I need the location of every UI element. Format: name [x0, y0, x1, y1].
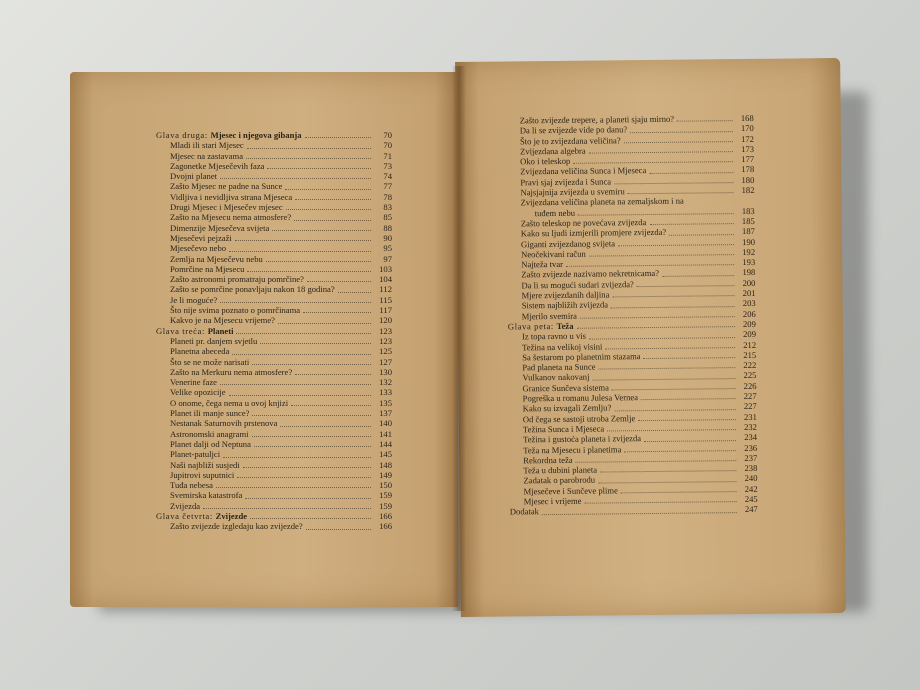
- toc-entry-label: Mjesec i vrijeme: [523, 495, 582, 507]
- toc-page-number: 83: [383, 202, 392, 213]
- toc-page-number: 78: [383, 191, 392, 202]
- chapter-prefix: Glava druga:: [156, 130, 208, 140]
- toc-entry-label: Pogreška u romanu Julesa Vernea: [522, 392, 639, 404]
- toc-page-number: 206: [742, 308, 756, 319]
- toc-page-number: 238: [744, 462, 758, 474]
- toc-entry: [156, 254, 392, 264]
- toc-entry-label: Venerine faze: [170, 377, 217, 388]
- toc-entry-label: Što je to zvijezdana veličina?: [519, 134, 621, 146]
- toc-entry-label: Planeti pr. danjem svjetlu: [170, 335, 258, 346]
- toc-entry-label: Mjesečevi pejzaži: [170, 232, 232, 243]
- toc-page-number: 85: [383, 212, 392, 223]
- toc-page-number: 227: [743, 401, 757, 412]
- toc-page-number: 159: [379, 490, 392, 501]
- dot-leader: [338, 291, 371, 293]
- dot-leader: [280, 425, 371, 427]
- toc-entry-label: Najsjajnija zvijezda u svemiru: [520, 186, 625, 198]
- toc-entry-label: [508, 321, 574, 332]
- dot-leader: [573, 161, 733, 165]
- toc-entry-label: Naši najbliži susjedi: [170, 459, 240, 470]
- toc-entry: [156, 377, 392, 387]
- toc-page-number: 225: [743, 370, 757, 381]
- dot-leader: [223, 456, 371, 458]
- toc-page-number: 190: [742, 236, 756, 247]
- dot-leader: [638, 418, 736, 421]
- toc-page-number: 148: [379, 459, 392, 470]
- dot-leader: [252, 414, 371, 416]
- chapter-prefix: Glava peta:: [507, 320, 554, 332]
- dot-leader: [236, 332, 371, 334]
- toc-page-number: 201: [742, 287, 756, 299]
- toc-page-number: 166: [379, 510, 392, 521]
- dot-leader: [649, 222, 734, 225]
- toc-entry: [156, 305, 392, 315]
- toc-page-number: 200: [742, 277, 756, 288]
- dot-leader: [641, 397, 736, 400]
- toc-page-number: 130: [379, 366, 392, 377]
- toc-page-number: 245: [744, 493, 758, 505]
- dot-leader: [285, 188, 371, 190]
- dot-leader: [232, 353, 371, 355]
- toc-entry: [156, 449, 392, 459]
- toc-page-number: 70: [383, 140, 392, 151]
- toc-entry-label: Zašto zvijezde izgledaju kao zvijezde?: [170, 521, 303, 532]
- toc-page-number: 180: [741, 174, 755, 185]
- toc-entry-label: Giganti zvijezdanog svijeta: [520, 237, 616, 249]
- chapter-title: Zvijezde: [215, 510, 248, 521]
- dot-leader: [229, 250, 371, 252]
- dot-leader: [669, 233, 734, 236]
- dot-leader: [580, 315, 735, 319]
- chapter-prefix: Glava treća:: [156, 325, 205, 336]
- dot-leader: [246, 157, 371, 159]
- toc-page-number: 168: [740, 112, 754, 124]
- dot-leader: [624, 449, 736, 452]
- toc-page-number: 70: [383, 130, 392, 140]
- toc-entry-label: Od čega se sastoji utroba Zemlje: [522, 412, 636, 424]
- dot-leader: [605, 346, 735, 349]
- toc-entry: [156, 501, 392, 511]
- dot-leader: [576, 459, 737, 463]
- toc-page-number: 178: [741, 164, 755, 175]
- dot-leader: [254, 445, 371, 447]
- dot-leader: [576, 325, 734, 329]
- dot-leader: [628, 191, 734, 194]
- chapter-title: Mjesec i njegova gibanja: [210, 130, 302, 140]
- toc-chapter-heading: [156, 326, 392, 336]
- toc-right: [506, 113, 758, 517]
- toc-entry-label: Vidljiva i nevidljiva strana Mjeseca: [170, 191, 293, 202]
- toc-page-number: 150: [379, 480, 392, 491]
- dot-leader: [286, 208, 371, 210]
- toc-page-number: 123: [379, 325, 392, 336]
- toc-entry-label: Tuđa nebesa: [170, 480, 213, 491]
- dot-leader: [612, 387, 736, 390]
- toc-entry-label: Planet ili manje sunce?: [170, 408, 250, 419]
- dot-leader: [589, 253, 734, 257]
- toc-page-number: 117: [379, 305, 392, 316]
- toc-entry: [156, 470, 392, 480]
- toc-entry-label: [156, 130, 302, 140]
- toc-chapter-heading: [156, 511, 392, 521]
- toc-page-number: 182: [741, 184, 755, 196]
- dot-leader: [250, 517, 371, 519]
- toc-page-number: 192: [742, 246, 756, 257]
- dot-leader: [600, 469, 736, 472]
- toc-entry-label: Zašto zvijezde trepere, a planeti sjaju mirno?: [519, 113, 675, 126]
- toc-page-number: 123: [379, 335, 392, 346]
- dot-leader: [637, 284, 735, 287]
- toc-page-number: 237: [744, 452, 758, 463]
- dot-leader: [614, 181, 733, 184]
- toc-page-number: 209: [742, 318, 756, 329]
- dot-leader: [607, 428, 736, 431]
- toc-page-number: 222: [743, 360, 757, 371]
- toc-page-number: 112: [379, 284, 392, 295]
- toc-entry: [156, 243, 392, 253]
- toc-entry-label: Zašto teleskop ne povećava zvijezda: [520, 217, 647, 229]
- dot-leader: [306, 528, 371, 530]
- toc-entry-label: Zadatak o parobrodu: [523, 474, 596, 486]
- toc-entry: [156, 233, 392, 243]
- dot-leader: [252, 435, 371, 437]
- toc-page-number: 88: [383, 222, 392, 233]
- toc-entry-label: Dimenzije Mjesečeva svijeta: [170, 222, 270, 233]
- toc-entry-label: Iz topa ravno u vis: [521, 330, 587, 342]
- toc-entry-label: Nestanak Saturnovih prstenova: [170, 418, 278, 429]
- toc-page-number: 212: [743, 339, 757, 350]
- dot-leader: [220, 301, 371, 303]
- toc-page-number: 177: [741, 154, 755, 165]
- toc-page-number: 234: [744, 432, 758, 443]
- toc-entry-label: Zemlja na Mjesečevu nebu: [170, 253, 263, 264]
- toc-page-number: 115: [379, 294, 392, 305]
- toc-entry: [156, 140, 392, 150]
- dot-leader: [266, 260, 371, 262]
- dot-leader: [220, 177, 371, 179]
- toc-entry-label: Dodatak: [509, 506, 539, 517]
- dot-leader: [599, 367, 736, 370]
- toc-entry-label: Mjesečevo nebo: [170, 243, 227, 254]
- toc-page-number: 193: [742, 257, 756, 268]
- toc-entry: [156, 480, 392, 490]
- toc-entry-label: Težina na velikoj visini: [522, 341, 603, 352]
- toc-entry-label: [156, 511, 247, 521]
- dot-leader: [252, 363, 371, 365]
- chapter-title: Teža: [556, 320, 574, 331]
- toc-entry-label: Zašto astronomi promatraju pomrčine?: [170, 274, 304, 285]
- toc-entry: [156, 490, 392, 500]
- dot-leader: [235, 239, 371, 241]
- toc-page-number: 240: [744, 473, 758, 484]
- dot-leader: [578, 212, 734, 216]
- dot-leader: [618, 243, 734, 246]
- toc-page-number: 231: [743, 411, 757, 422]
- toc-page-number: 183: [741, 205, 755, 216]
- toc-entry-label: Najteža tvar: [521, 259, 564, 270]
- toc-entry: [156, 336, 392, 346]
- toc-page-number: 127: [379, 356, 392, 367]
- dot-leader: [644, 439, 736, 442]
- toc-page-number: 185: [741, 215, 755, 227]
- toc-page-number: 149: [379, 469, 392, 480]
- toc-entry-label: tuđem nebu: [534, 207, 576, 218]
- toc-page-number: 77: [383, 181, 392, 192]
- toc-page-number: 133: [379, 387, 392, 398]
- toc-entry: [156, 274, 392, 284]
- toc-entry-label: Granice Sunčeva sistema: [522, 382, 609, 394]
- toc-entry-label: Planetna abeceda: [170, 346, 230, 357]
- dot-leader: [247, 147, 371, 149]
- dot-leader: [584, 500, 736, 504]
- toc-entry: [156, 151, 392, 161]
- toc-page-number: 95: [383, 243, 392, 254]
- toc-entry: [156, 408, 392, 418]
- toc-page-number: 97: [383, 253, 392, 264]
- toc-entry-label: Vulkanov nakovanj: [522, 372, 590, 383]
- dot-leader: [243, 466, 371, 468]
- dot-leader: [592, 377, 735, 380]
- toc-entry-label: Težina Sunca i Mjeseca: [522, 423, 605, 435]
- toc-entry-label: Kako su ljudi izmjerili promjere zvijezda?: [520, 227, 667, 239]
- dot-leader: [542, 511, 737, 515]
- dot-leader: [303, 311, 371, 313]
- open-book: [70, 60, 860, 615]
- toc-entry: [156, 346, 392, 356]
- toc-page-number: 215: [743, 349, 757, 360]
- toc-entry-label: Pomrčine na Mjesecu: [170, 263, 245, 274]
- dot-leader: [247, 270, 371, 272]
- dot-leader: [598, 480, 736, 483]
- toc-page-number: 159: [379, 500, 392, 511]
- toc-page-number: 227: [743, 390, 757, 402]
- chapter-title: Planeti: [207, 325, 234, 336]
- toc-entry-label: Drugi Mjesec i Mjesečev mjesec: [170, 202, 283, 213]
- toc-entry-label: Zašto Mjesec ne padne na Sunce: [170, 181, 283, 192]
- toc-entry-label: Je li moguće?: [170, 294, 218, 305]
- toc-entry-label: Astronomski anagrami: [170, 428, 249, 439]
- toc-entry: [156, 223, 392, 233]
- toc-entry: [156, 295, 392, 305]
- toc-page-number: 90: [383, 232, 392, 243]
- toc-entry-label: Teža u dubini planeta: [523, 464, 598, 476]
- dot-leader: [216, 486, 371, 488]
- toc-entry-label: Težina i gustoća planeta i zvijezda: [523, 433, 642, 445]
- toc-entry-label: Sa šestarom po planetnim stazama: [522, 350, 641, 363]
- toc-page-number: 236: [744, 442, 758, 453]
- dot-leader: [589, 336, 735, 340]
- toc-entry: [156, 284, 392, 294]
- dot-leader: [229, 394, 371, 396]
- dot-leader: [662, 274, 734, 277]
- dot-leader: [307, 280, 371, 282]
- toc-entry-label: Kakvo je na Mjesecu vrijeme?: [170, 315, 275, 326]
- toc-entry: [156, 387, 392, 397]
- toc-page-number: 170: [740, 123, 754, 134]
- toc-page-number: 120: [379, 315, 392, 326]
- dot-leader: [305, 136, 371, 138]
- toc-entry-label: [156, 326, 233, 336]
- toc-entry-label: Jupitrovi suputnici: [170, 469, 235, 480]
- toc-entry: [156, 315, 392, 325]
- toc-page-number: 104: [379, 274, 392, 285]
- dot-leader: [291, 404, 371, 406]
- toc-entry: [156, 367, 392, 377]
- toc-entry: [156, 264, 392, 274]
- toc-page-number: 137: [379, 408, 392, 419]
- toc-entry-label: Teža na Mjesecu i planetima: [523, 443, 622, 455]
- toc-entry-label: Zvijezda: [170, 500, 201, 511]
- dot-leader: [260, 342, 371, 344]
- right-page: [455, 58, 846, 617]
- chapter-prefix: Glava četvrta:: [156, 510, 213, 521]
- toc-page-number: 187: [741, 226, 755, 237]
- toc-page-number: 144: [379, 438, 392, 449]
- toc-chapter-heading: [156, 130, 392, 140]
- toc-entry: [156, 429, 392, 439]
- toc-entry: [156, 357, 392, 367]
- toc-entry-label: Neočekivani račun: [521, 248, 586, 260]
- dot-leader: [624, 140, 733, 143]
- dot-leader: [566, 264, 734, 268]
- toc-entry: [156, 460, 392, 470]
- toc-entry-label: Mjesečeve i Sunčeve plime: [523, 485, 618, 497]
- toc-entry-label: Zašto se pomrčine ponavljaju nakon 18 godina?: [170, 284, 335, 295]
- toc-entry-label: Zvijezdana veličina Sunca i Mjeseca: [520, 165, 647, 177]
- dot-leader: [612, 294, 734, 297]
- toc-page-number: 173: [741, 143, 755, 154]
- toc-entry-label: Planet-patuljci: [170, 449, 221, 460]
- toc-entry-label: Pravi sjaj zvijezda i Sunca: [520, 176, 612, 188]
- toc-page-number: 103: [379, 263, 392, 274]
- dot-leader: [649, 171, 733, 174]
- toc-entry-label: Mjerilo svemira: [521, 310, 577, 321]
- toc-page-number: 145: [379, 449, 392, 460]
- toc-entry: [156, 439, 392, 449]
- toc-entry: [156, 418, 392, 428]
- dot-leader: [677, 119, 733, 122]
- dot-leader: [630, 130, 733, 133]
- toc-entry: [156, 161, 392, 171]
- dot-leader: [245, 497, 371, 499]
- toc-entry-label: Zvijezdana algebra: [519, 145, 586, 157]
- toc-entry-label: Velike opozicije: [170, 387, 226, 398]
- toc-page-number: 140: [379, 418, 392, 429]
- dot-leader: [237, 476, 371, 478]
- toc-page-number: 198: [742, 267, 756, 278]
- dot-leader: [220, 383, 371, 385]
- book-spine: [452, 66, 466, 611]
- toc-entry-label: Dvojni planet: [170, 171, 218, 182]
- toc-page-number: 247: [744, 504, 758, 515]
- toc-entry-label: Sistem najbližih zvijezda: [521, 299, 609, 311]
- toc-entry: [156, 192, 392, 202]
- toc-page-number: 232: [743, 421, 757, 432]
- toc-page-number: 125: [379, 346, 392, 357]
- toc-entry: [156, 171, 392, 181]
- toc-entry-label: Zagonetke Mjesečevih faza: [170, 160, 265, 171]
- toc-entry: [156, 521, 392, 531]
- toc-entry-label: Da li se zvijezde vide po danu?: [519, 124, 628, 136]
- dot-leader: [295, 198, 371, 200]
- dot-leader: [294, 219, 371, 221]
- dot-leader: [278, 322, 371, 324]
- dot-leader: [611, 305, 735, 308]
- toc-page-number: 203: [742, 298, 756, 309]
- toc-entry: [156, 212, 392, 222]
- toc-page-number: 74: [383, 171, 392, 182]
- toc-page-number: 132: [379, 377, 392, 388]
- toc-entry-label: Što nije svima poznato o pomrčinama: [170, 305, 301, 316]
- toc-entry-label: Planet dalji od Neptuna: [170, 438, 251, 449]
- toc-page-number: 73: [383, 160, 392, 171]
- toc-entry: [156, 181, 392, 191]
- toc-entry-label: Mjesec na zastavama: [170, 150, 244, 161]
- toc-entry-label: Mladi ili stari Mjesec: [170, 140, 244, 151]
- toc-entry-label: Da li su mogući sudari zvijezda?: [521, 278, 634, 291]
- toc-page-number: 141: [379, 428, 392, 439]
- toc-page-number: 135: [379, 397, 392, 408]
- dot-leader: [589, 150, 733, 154]
- dot-leader: [272, 229, 371, 231]
- dot-leader: [295, 373, 371, 375]
- toc-entry-label: Svemirska katastrofa: [170, 490, 243, 501]
- dot-leader: [614, 408, 735, 411]
- toc-entry-label: O onome, čega nema u ovoj knjizi: [170, 397, 289, 408]
- dot-leader: [267, 167, 371, 169]
- toc-page-number: 209: [743, 329, 757, 340]
- toc-entry-label: Pad planeta na Sunce: [522, 361, 596, 373]
- toc-entry-label: Kako su izvagali Zemlju?: [522, 402, 612, 414]
- toc-entry-label: Zašto zvijezde nazivamo nekretnicama?: [521, 268, 660, 280]
- toc-entry-label: Zašto na Merkuru nema atmosfere?: [170, 366, 293, 377]
- toc-entry-label: Mjere zvijezdanih daljina: [521, 289, 610, 301]
- toc-page-number: 71: [383, 150, 392, 161]
- toc-entry-label: Zašto na Mjesecu nema atmosfere?: [170, 212, 292, 223]
- toc-entry-label: Što se ne može narisati: [170, 356, 250, 367]
- toc-entry: [156, 202, 392, 212]
- toc-entry: [156, 398, 392, 408]
- toc-entry-label: Zvijezdana veličina planeta na zemaljskom i na: [520, 196, 684, 208]
- toc-page-number: 242: [744, 483, 758, 494]
- dot-leader: [621, 490, 737, 493]
- toc-left: [156, 130, 392, 532]
- toc-page-number: 226: [743, 380, 757, 391]
- toc-page-number: 166: [379, 521, 392, 532]
- toc-page-number: 172: [740, 133, 754, 144]
- dot-leader: [203, 507, 371, 509]
- toc-entry-label: Oko i teleskop: [520, 156, 571, 167]
- dot-leader: [644, 356, 736, 359]
- left-page: [70, 72, 458, 607]
- toc-entry-label: Rekordna teža: [523, 454, 573, 466]
